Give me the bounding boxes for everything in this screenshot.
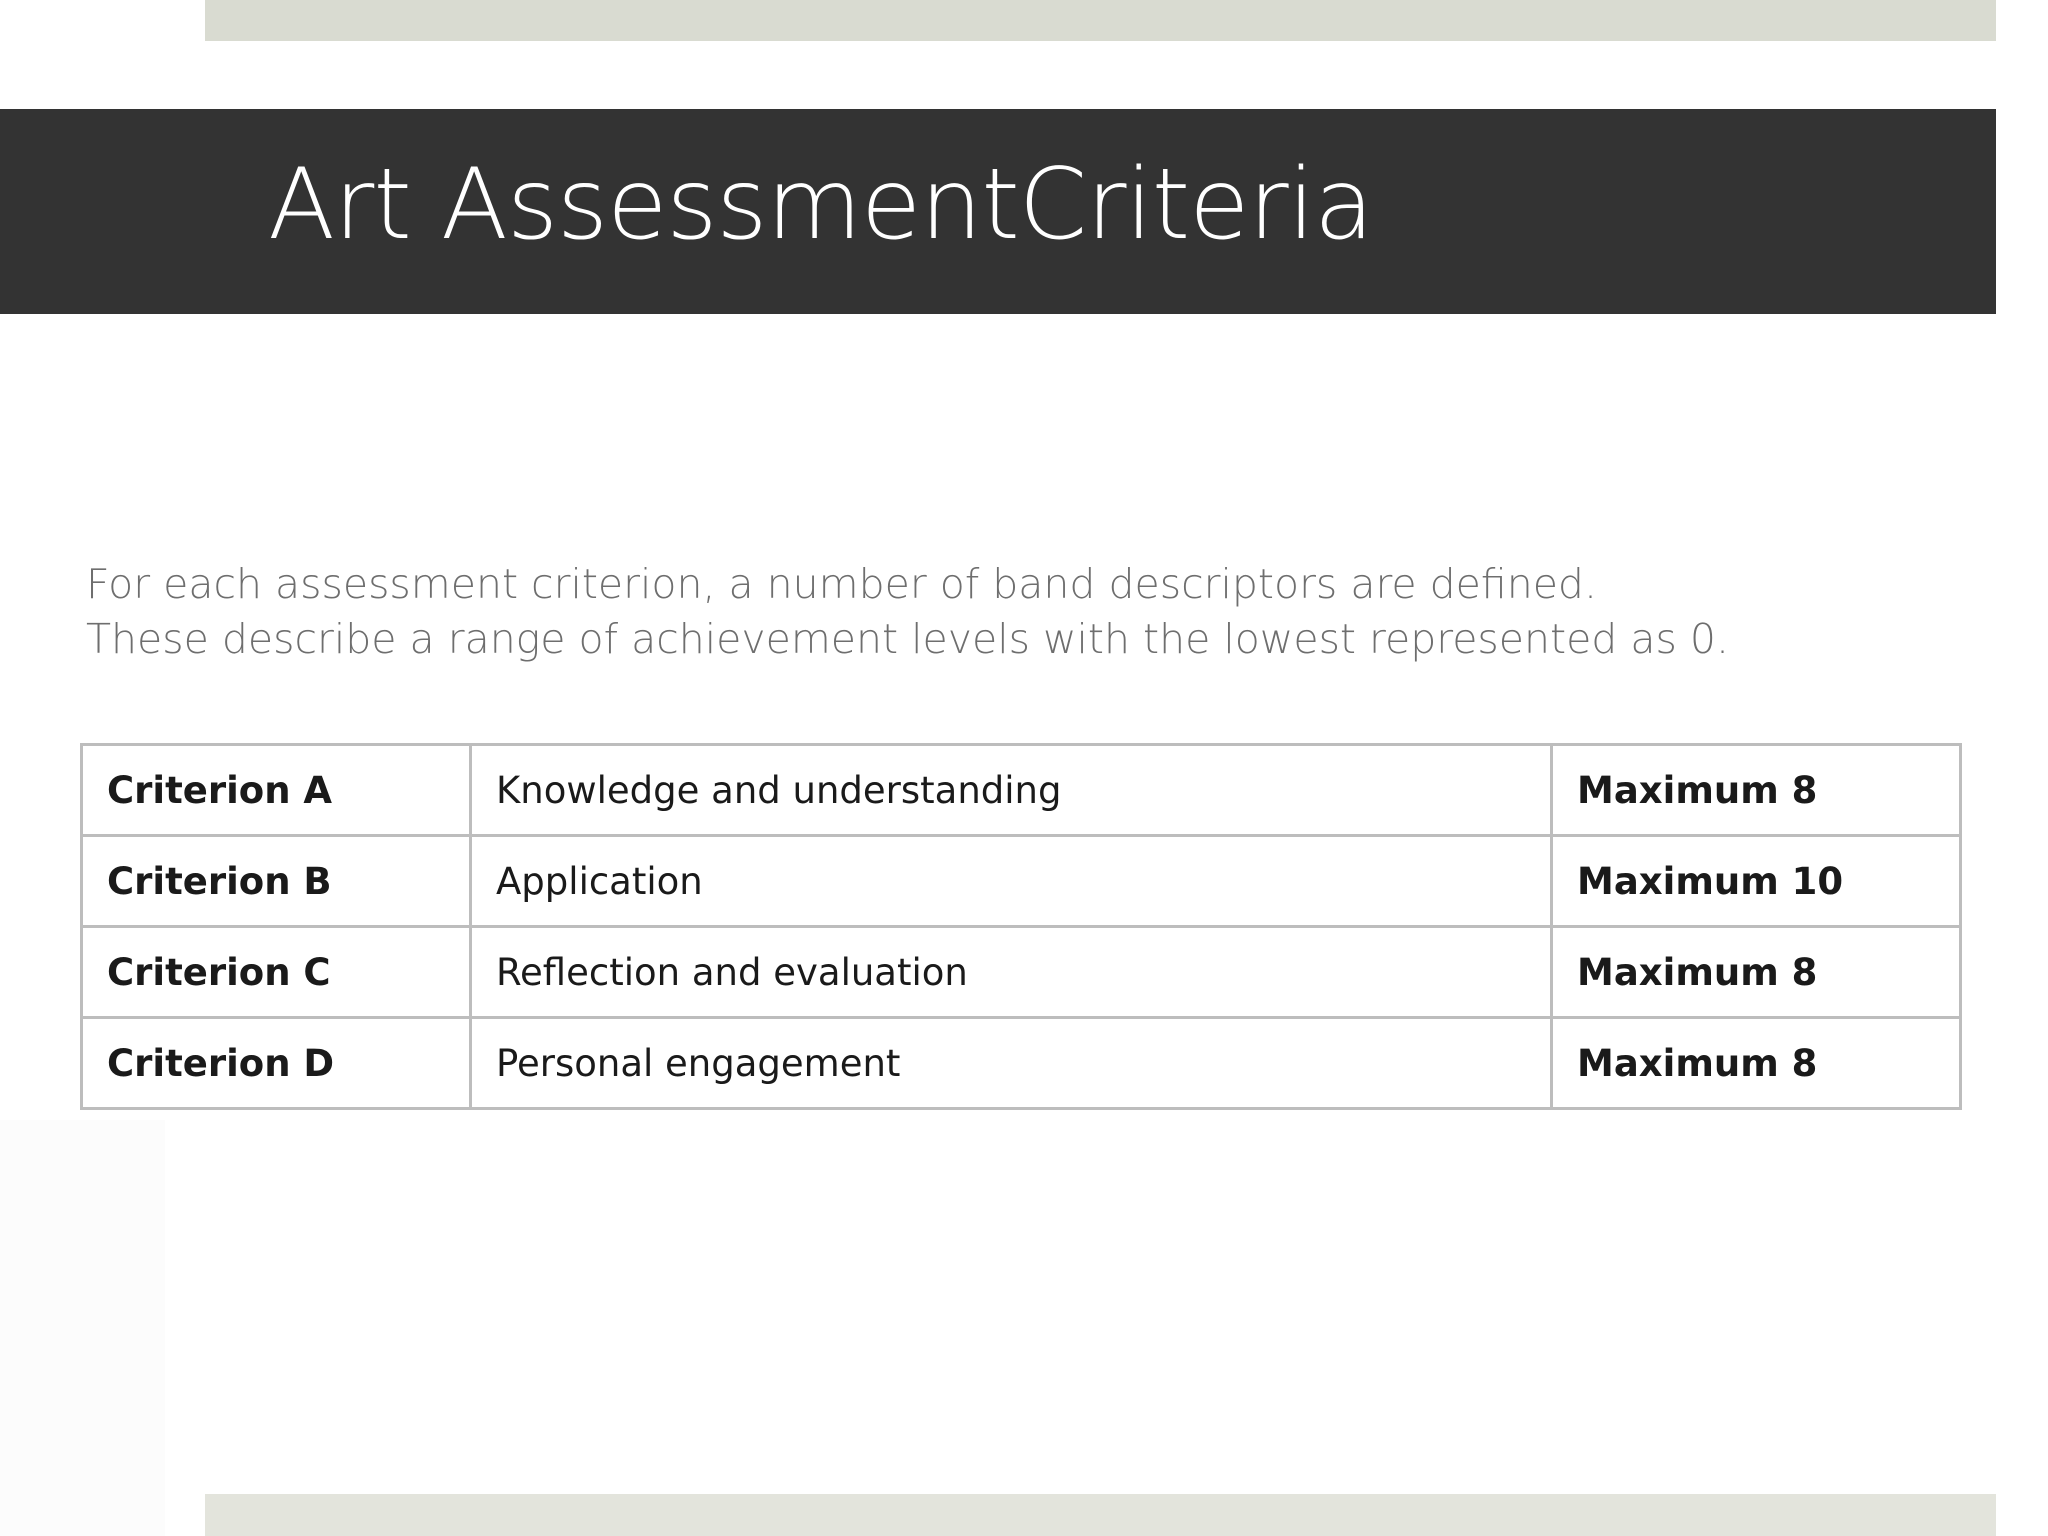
intro-line: For each assessment criterion, a number of band descriptors are defined. (86, 560, 1597, 608)
slide-title: Art AssessmentCriteria (268, 148, 1373, 262)
criterion-name: Criterion D (82, 1018, 471, 1109)
left-decorative-shade (0, 1120, 165, 1536)
criterion-description: Application (471, 836, 1552, 927)
criterion-description: Reflection and evaluation (471, 927, 1552, 1018)
criterion-description: Knowledge and understanding (471, 745, 1552, 836)
criterion-name: Criterion B (82, 836, 471, 927)
table-row (82, 836, 1961, 927)
criterion-maximum: Maximum 10 (1552, 836, 1961, 927)
top-decorative-band (205, 0, 1996, 41)
table-row (82, 927, 1961, 1018)
criteria-table (80, 743, 1962, 1110)
table-row (82, 1018, 1961, 1109)
criterion-maximum: Maximum 8 (1552, 927, 1961, 1018)
criterion-name: Criterion A (82, 745, 471, 836)
intro-paragraph (86, 557, 1986, 667)
criterion-description: Personal engagement (471, 1018, 1552, 1109)
criterion-name: Criterion C (82, 927, 471, 1018)
intro-line: These describe a range of achievement levels with the lowest represented as 0. (86, 615, 1729, 663)
table-row (82, 745, 1961, 836)
bottom-decorative-band (205, 1494, 1996, 1536)
criterion-maximum: Maximum 8 (1552, 745, 1961, 836)
criterion-maximum: Maximum 8 (1552, 1018, 1961, 1109)
